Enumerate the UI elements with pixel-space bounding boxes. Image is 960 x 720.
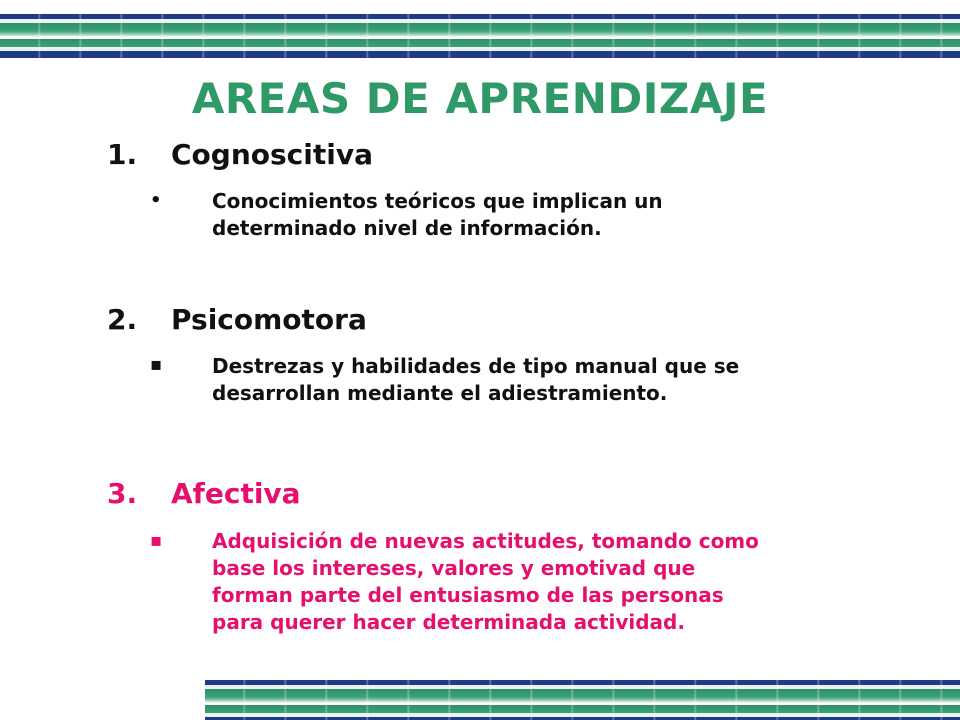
bullet-square-icon: ▪ [150, 530, 163, 551]
description-line: Destrezas y habilidades de tipo manual que se [212, 354, 740, 378]
description-line: forman parte del entusiasmo de las personas [212, 583, 724, 607]
description-line: base los intereses, valores y emotivad que [212, 556, 696, 580]
description-line: para querer hacer determinada actividad. [212, 610, 685, 634]
description-line: desarrollan mediante el adiestramiento. [212, 381, 668, 405]
section-description-1 [212, 188, 892, 242]
section-number-2: 2. [107, 303, 138, 336]
bottom-decorative-band [205, 680, 960, 720]
section-heading-afectiva: Afectiva [171, 477, 301, 510]
description-line: determinado nivel de información. [212, 216, 602, 240]
section-description-3 [212, 528, 892, 636]
description-line: Conocimientos teóricos que implican un [212, 189, 663, 213]
top-decorative-band [0, 14, 960, 58]
section-description-2 [212, 353, 892, 407]
section-number-3: 3. [107, 477, 138, 510]
section-heading-psicomotora: Psicomotora [171, 303, 367, 336]
description-line: Adquisición de nuevas actitudes, tomando como [212, 529, 759, 553]
section-number-1: 1. [107, 138, 138, 171]
bullet-square-icon: ▪ [150, 354, 163, 375]
section-heading-cognoscitiva: Cognoscitiva [171, 138, 373, 171]
bullet-dot-icon: • [150, 190, 162, 211]
slide-title: AREAS DE APRENDIZAJE [191, 74, 769, 123]
